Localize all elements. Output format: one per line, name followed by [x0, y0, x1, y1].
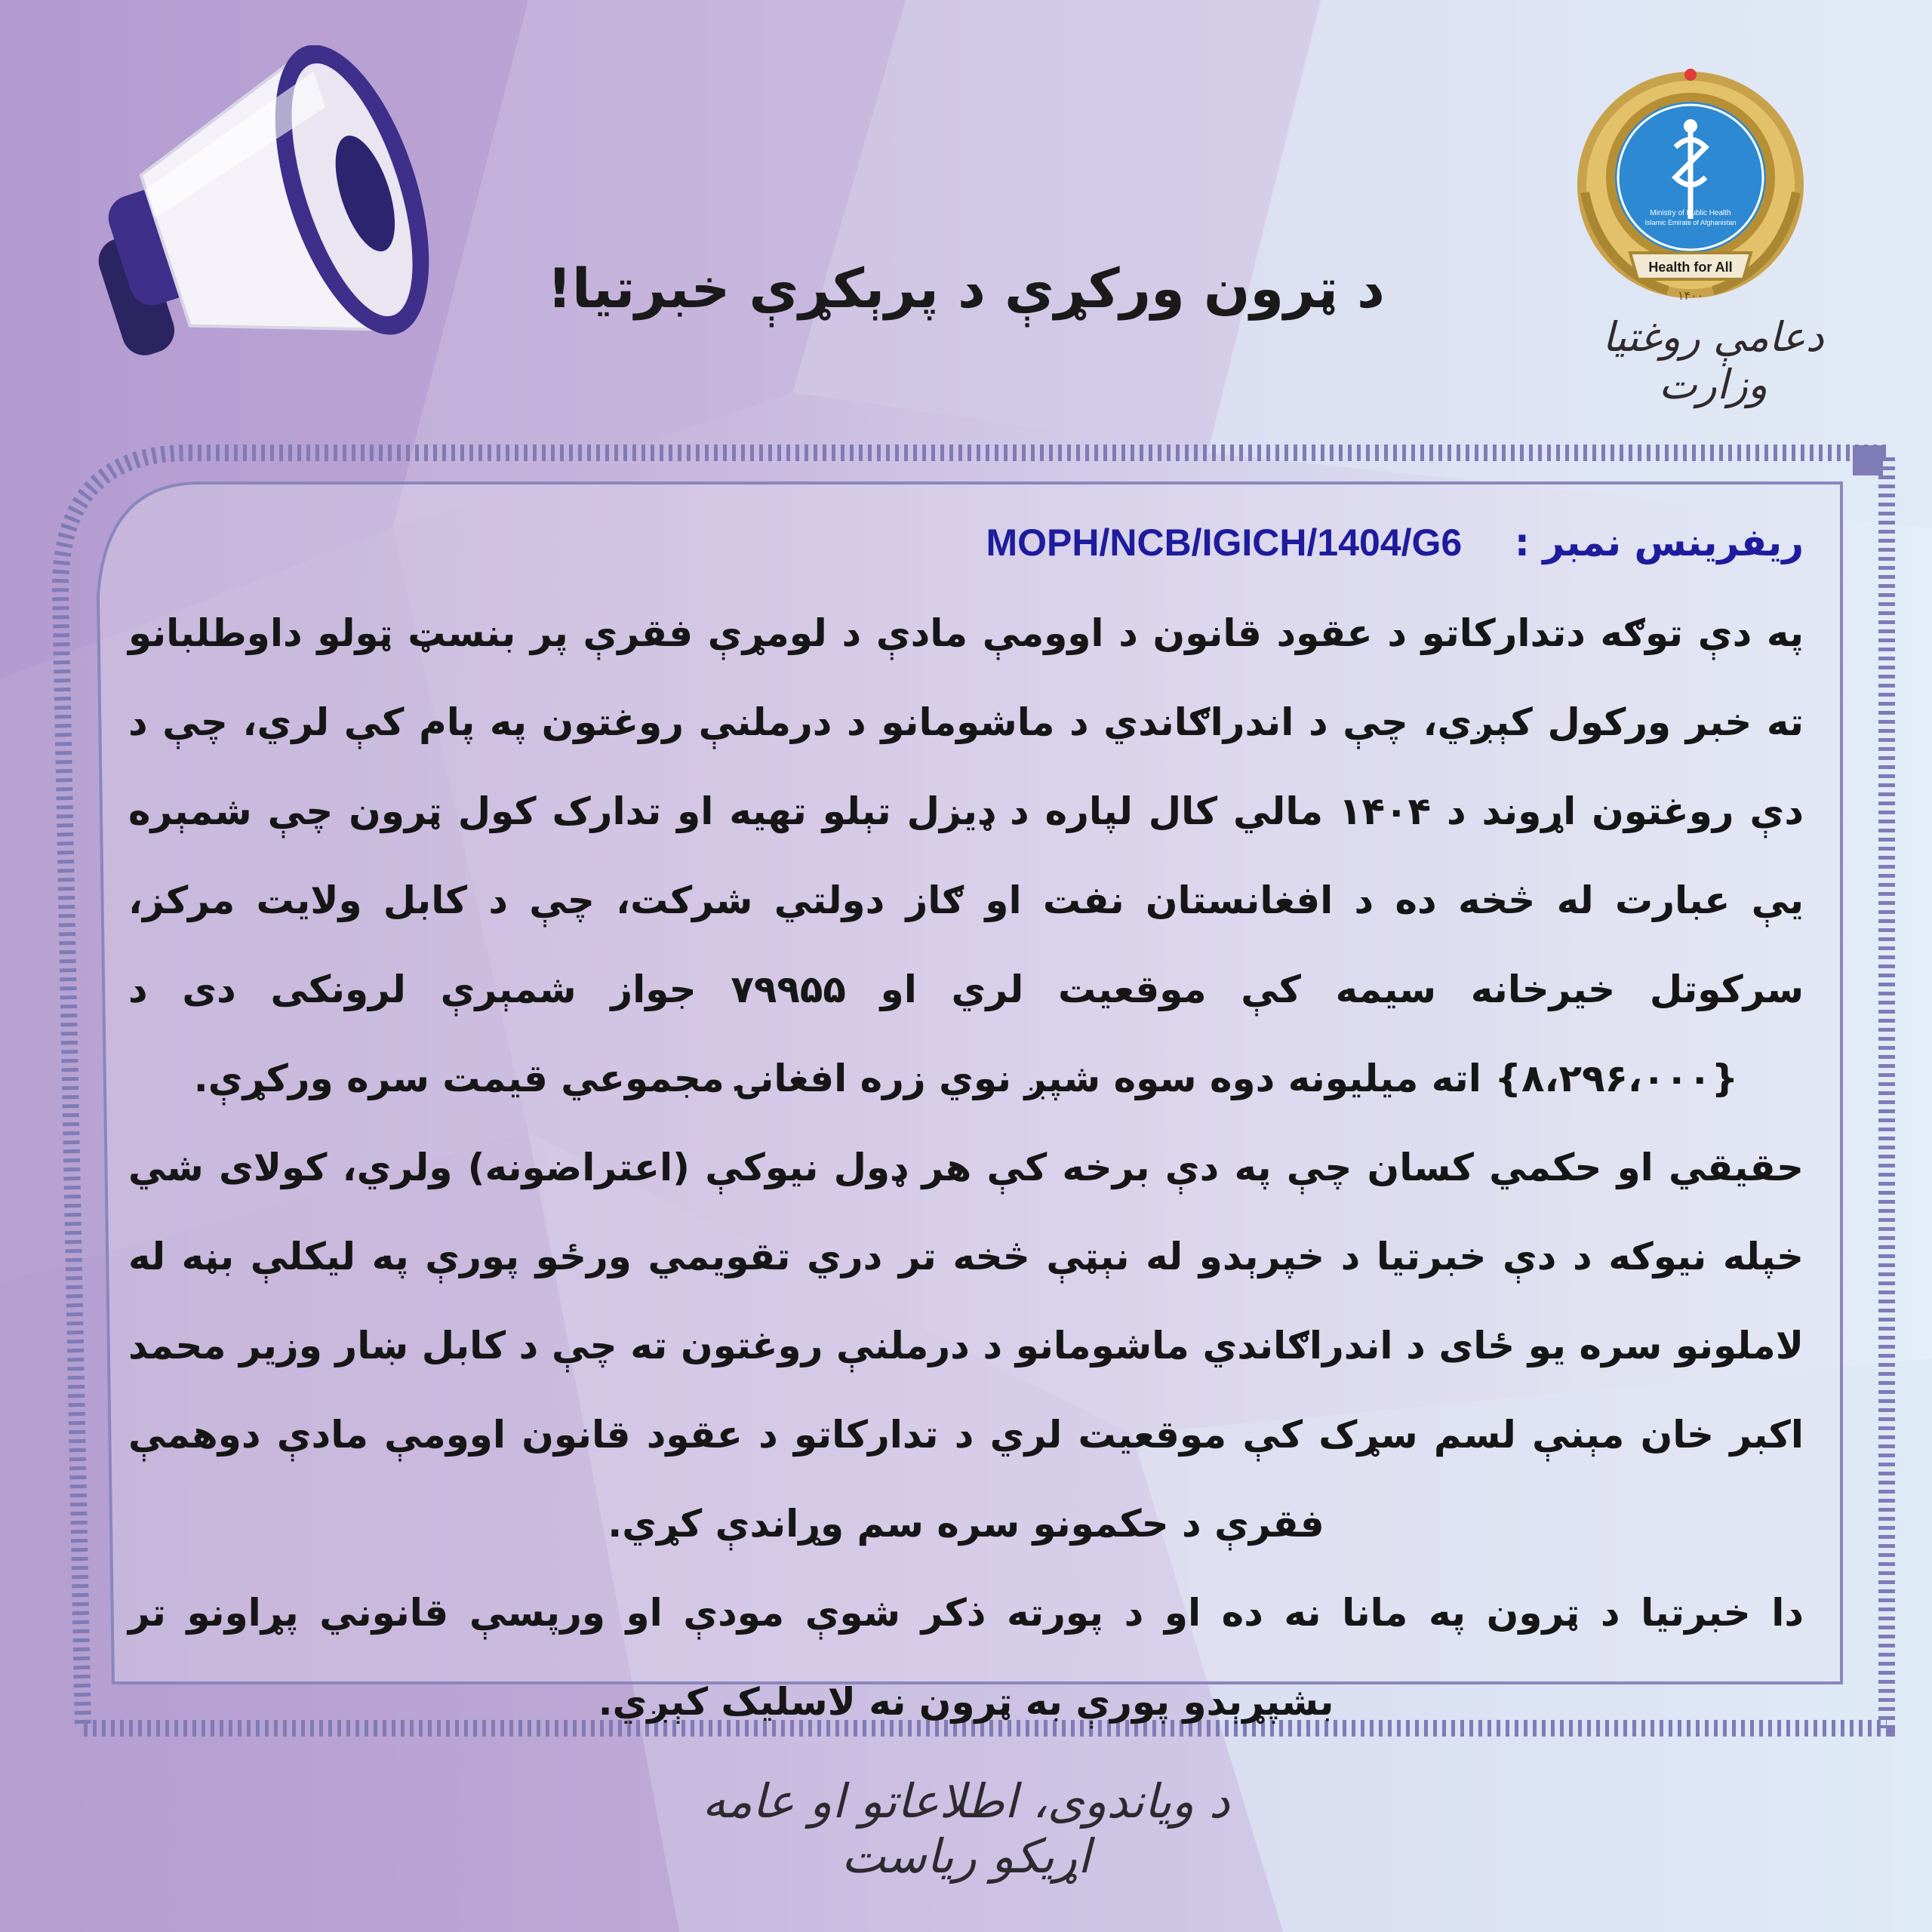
notice-paragraph-2: حقیقي او حکمي کسان چې په دې برخه کې هر ډول نیوکې (اعتراضونه) ولري، کولای شي خپله نیوکه د دې خبرتیا د خپرېدو له نېټې څخه تر دري تقویمي ورځو پورې په لیکلې بڼه له لاملونو سره یو ځای د اندراګاندي ماشومانو د درملنې روغتون ته چې د کابل ښار وزیر محمد اکبر خان مېنې لسم سړک کې موقعیت لري د تدارکاتو د عقود قانون اوومې مادې دوهمې فقرې د حکمونو سره سم وړاندې کړي. — [128, 1146, 1804, 1546]
footer-directorate-calligraphy: د ویاندوی، اطلاعاتو او عامه اړیکو ریاست — [702, 1774, 1230, 1884]
emblem-english-line2: Islamic Emirate of Afghanistan — [1644, 219, 1737, 226]
reference-label: ریفرینس نمبر : — [1514, 521, 1804, 565]
reference-number: MOPH/NCB/IGICH/1404/G6 — [986, 521, 1463, 564]
emblem-english-line1: Ministry of Public Health — [1650, 209, 1731, 217]
notice-body — [128, 589, 1804, 1746]
notice-paragraph-3: دا خبرتیا د ټرون په مانا نه ده او د پورته ذکر شوې مودې او ورپسې قانوني پړاونو تر بشپړېدو پورې به ټرون نه لاسلیک کېږي. — [128, 1591, 1804, 1724]
reference-line — [986, 521, 1804, 565]
emblem-year-text: ۱۴۰۰ — [1677, 288, 1704, 303]
page-title: د ټرون ورکړې د پرېکړې خبرتیا! — [547, 257, 1385, 320]
emblem-ribbon-text: Health for All — [1648, 260, 1733, 275]
ministry-calligraphy: دعامې روغتیا وزارت — [1602, 313, 1824, 408]
notice-paragraph-1: په دې توګه دتدارکاتو د عقود قانون د اوومې مادې د لومړې فقرې پر بنسټ ټولو داوطلبانو ته خبر ورکول کېږي، چې د اندراګاندي د ماشومانو د درملنې روغتون په پام کې لري، چې د دې روغتون اړوند د ۱۴۰۴ مالي کال لپاره د ډیزل تېلو تهیه او تدارک کول ټرون چې شمېره یې عبارت له څخه ده د افغانستان نفت او ګاز دولتي شرکت، چې د کابل ولایت مرکز، سرکوتل خیرخانه سیمه کې موقعیت لري او ۷۹۹۵۵ جواز شمېرې لرونکی دی د {۸،۲۹۶،۰۰۰} اته میلیونه دوه سوه شپږ نوي زره افغانۍ مجموعي قیمت سره ورکړې. — [128, 611, 1804, 1100]
